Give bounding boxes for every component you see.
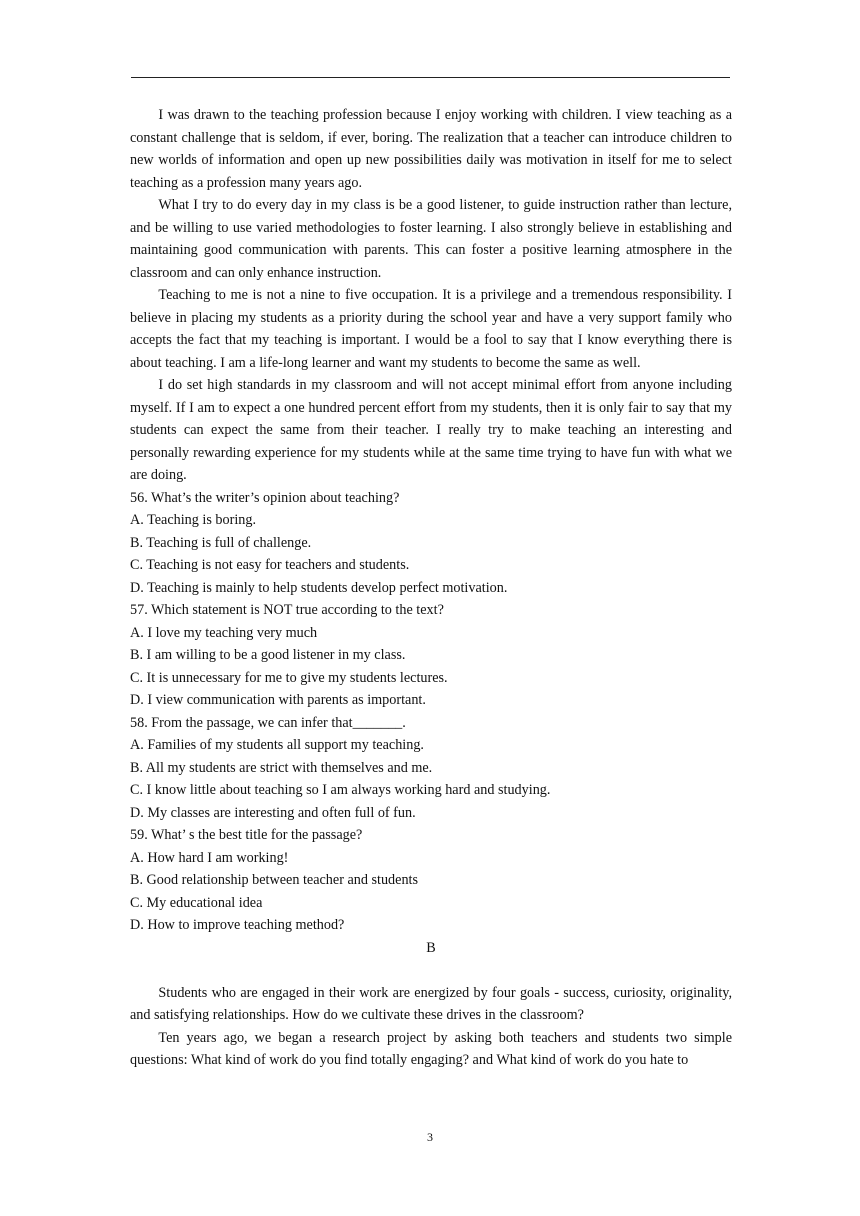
page-number: 3 — [427, 1130, 433, 1144]
answer-option-c: C. It is unnecessary for me to give my students lectures. — [130, 669, 448, 686]
answer-option-a: A. I love my teaching very much — [130, 624, 318, 641]
question-stem: 58. From the passage, we can infer that_______. — [130, 714, 406, 731]
section-b-paragraph-1: Students who are engaged in their work are energized by four goals - success, curiosity, originality, and satisfying relationships. How do we cultivate these drives in the classroom? — [130, 984, 732, 1023]
section-b-paragraph-2: Ten years ago, we began a research project by asking both teachers and students two simple questions: What kind of work do you find totally engaging? and What kind of work do you hate to — [130, 1029, 732, 1068]
answer-option-c: C. Teaching is not easy for teachers and students. — [130, 557, 410, 573]
question-58 — [130, 712, 732, 825]
answer-option-d: D. Teaching is mainly to help students develop perfect motivation. — [130, 579, 508, 596]
question-stem: 56. What’s the writer’s opinion about teaching? — [130, 489, 400, 506]
answer-option-a: A. How hard I am working! — [130, 849, 289, 866]
passage-a-paragraph-1: I was drawn to the teaching profession because I enjoy working with children. I view teaching as a constant challenge that is seldom, if ever, boring. The realization that a teacher can introduce children to new worlds of information and open up new possibilities daily was motivation in itself for me to select teaching as a profession many years ago. — [130, 107, 732, 191]
answer-option-a: A. Families of my students all support my teaching. — [130, 737, 424, 753]
passage-a-paragraph-3: Teaching to me is not a nine to five occupation. It is a privilege and a tremendous responsibility. I believe in placing my students as a priority during the school year and have a very support family who accepts the fact that my teaching is important. I would be a fool to say that I know everything there is about teaching. I am a life-long learner and want my students to become the same as well. — [130, 287, 732, 371]
answer-option-b: B. I am willing to be a good listener in my class. — [130, 647, 406, 663]
section-b-heading: B — [426, 939, 436, 956]
answer-option-d: D. My classes are interesting and often full of fun. — [130, 804, 416, 821]
question-57 — [130, 599, 732, 712]
question-56 — [130, 487, 732, 600]
answer-option-b: B. All my students are strict with themselves and me. — [130, 759, 433, 776]
answer-option-b: B. Good relationship between teacher and students — [130, 872, 419, 888]
question-59 — [130, 824, 732, 937]
answer-option-d: D. How to improve teaching method? — [130, 917, 345, 933]
answer-option-b: B. Teaching is full of challenge. — [130, 534, 312, 551]
answer-option-c: C. I know little about teaching so I am always working hard and studying. — [130, 782, 551, 798]
passage-a-paragraph-2: What I try to do every day in my class is be a good listener, to guide instruction rather than lecture, and be willing to use varied methodologies to foster learning. I also strongly believe in establishing and maintaining good communication with parents. This can foster a positive learning atmosphere in the classroom and can only enhance instruction. — [130, 197, 732, 281]
answer-option-a: A. Teaching is boring. — [130, 512, 257, 528]
question-stem: 59. What’ s the best title for the passage? — [130, 827, 363, 843]
page-content — [130, 104, 732, 1072]
answer-option-d: D. I view communication with parents as important. — [130, 692, 426, 708]
answer-option-c: C. My educational idea — [130, 894, 263, 911]
passage-a-paragraph-4: I do set high standards in my classroom and will not accept minimal effort from anyone including myself. If I am to expect a one hundred percent effort from my students, then it is only fair to say that my students can expect the same from their teacher. I really try to make teaching an interesting and personally rewarding experience for my students while at the same time trying to have fun with what we are doing. — [130, 377, 732, 483]
header-rule — [131, 77, 730, 78]
question-stem: 57. Which statement is NOT true according to the text? — [130, 602, 444, 618]
